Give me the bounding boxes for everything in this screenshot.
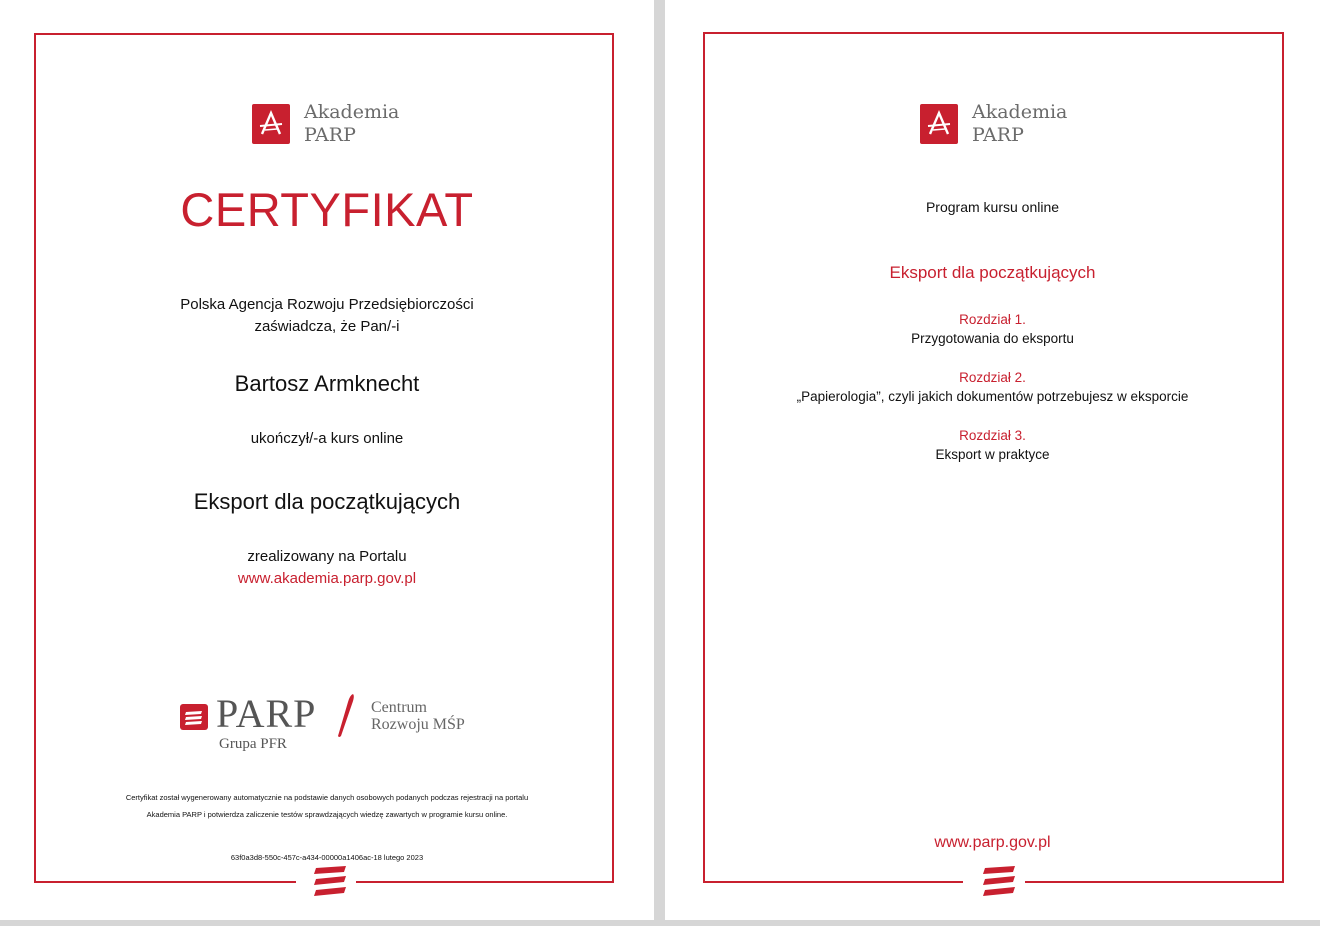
akademia-logo-icon: [920, 104, 958, 144]
akademia-logo-icon: [252, 104, 290, 144]
chapter-2-label: Rozdział 2.: [959, 370, 1026, 385]
parp-word: PARP: [216, 691, 317, 736]
certificate-title: CERTYFIKAT: [180, 183, 474, 236]
parp-logo-icon: [180, 704, 208, 730]
chapter-2-title: „Papierologia”, czyli jakich dokumentów potrzebujesz w eksporcie: [796, 389, 1189, 404]
certificate-id: 63f0a3d8-550c-457c-a434-00000a1406ac-18 lutego 2023: [230, 853, 424, 862]
akademia-logo: [252, 101, 399, 147]
parp-logo: [178, 690, 478, 760]
footnote-line1: Certyfikat został wygenerowany automatycznie na podstawie danych osobowych podanych podczas rejestracji na portalu: [125, 793, 529, 802]
recipient-name: Bartosz Armknecht: [234, 371, 420, 396]
chapter-3-title: Eksport w praktyce: [935, 447, 1050, 462]
footnote-line2: Akademia PARP i potwierdza zaliczenie testów sprawdzających wiedzę zawartych w programie kursu online.: [146, 810, 508, 819]
parp-link[interactable]: www.parp.gov.pl: [934, 834, 1051, 851]
logo-line1: Akademia: [304, 101, 400, 123]
akademia-logo: [920, 101, 1067, 147]
flag-icon: [981, 864, 1017, 898]
chapter-3-label: Rozdział 3.: [959, 428, 1026, 443]
chapter-1-title: Przygotowania do eksportu: [911, 331, 1074, 346]
certificate-page: [0, 0, 654, 920]
realized-text: zrealizowany na Portalu: [247, 548, 407, 565]
issuer-line1: Polska Agencja Rozwoju Przedsiębiorczości: [180, 296, 474, 313]
program-heading: Program kursu online: [925, 199, 1060, 215]
logo-line2: PARP: [972, 124, 1024, 146]
centrum-line1: Centrum: [371, 699, 427, 716]
issuer-line2: zaświadcza, że Pan/-i: [254, 318, 400, 335]
portal-link[interactable]: www.akademia.parp.gov.pl: [237, 570, 417, 587]
centrum-line2: Rozwoju MŚP: [371, 716, 465, 733]
slash-icon: [335, 692, 359, 740]
page-gutter: [654, 0, 665, 926]
logo-line2: PARP: [304, 124, 356, 146]
flag-icon: [312, 864, 348, 898]
logo-line1: Akademia: [972, 101, 1068, 123]
program-course-title: Eksport dla początkujących: [889, 263, 1096, 282]
program-page: [665, 0, 1320, 920]
bottom-strip: [0, 920, 1320, 926]
parp-group: Grupa PFR: [219, 736, 287, 752]
course-title: Eksport dla początkujących: [193, 489, 461, 514]
completed-text: ukończył/-a kurs online: [250, 430, 404, 447]
chapter-1-label: Rozdział 1.: [959, 312, 1026, 327]
